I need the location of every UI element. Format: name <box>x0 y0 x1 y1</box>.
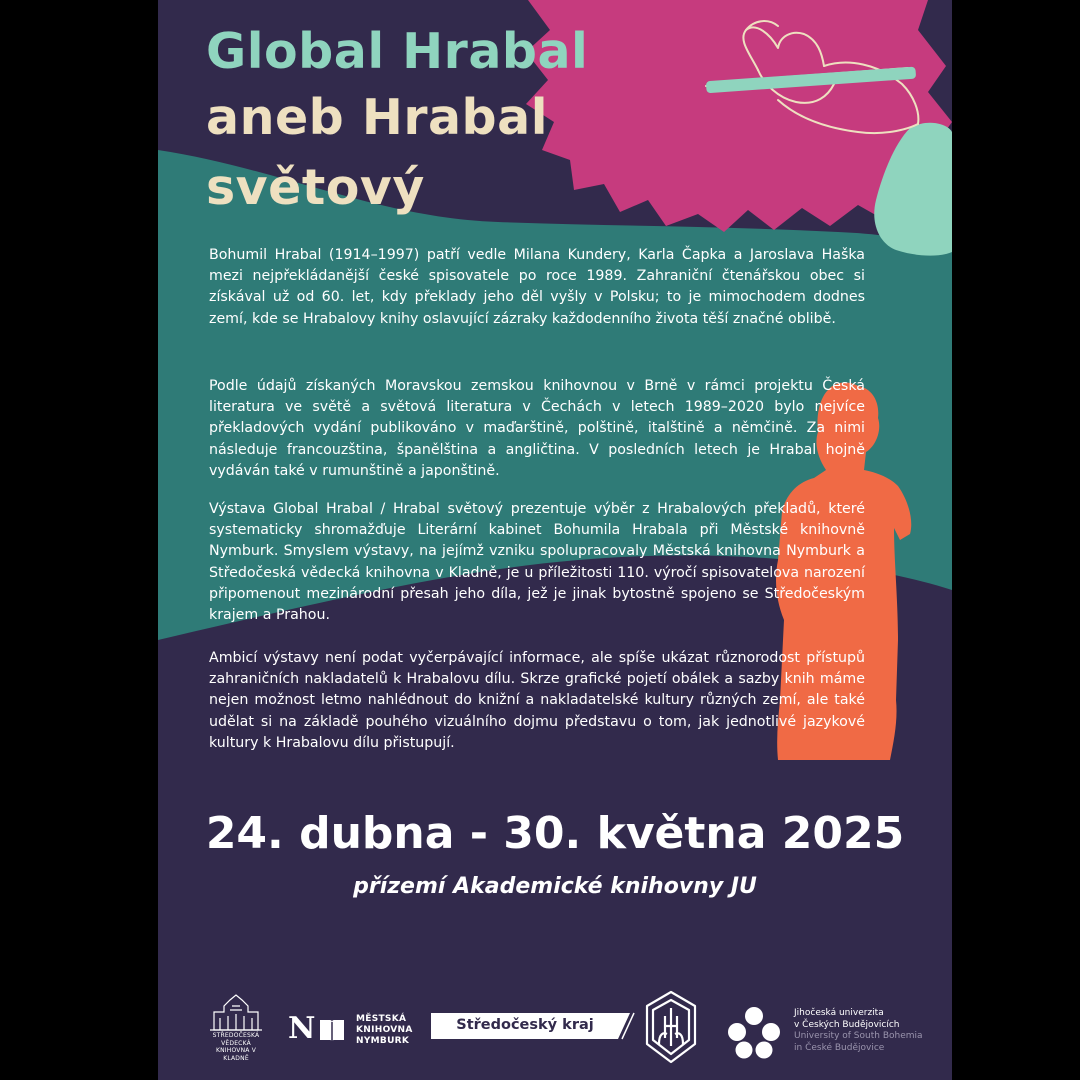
title-line-2: aneb Hrabal <box>206 89 548 146</box>
library-building-icon <box>206 992 266 1032</box>
jcu-dots-icon <box>726 1004 782 1060</box>
stredocesky-kraj-logo <box>430 1010 635 1042</box>
title-line-1: Global Hrabal <box>206 23 589 80</box>
event-dates: 24. dubna - 30. května 2025 <box>205 808 905 859</box>
mestska-knihovna-nymburk-logo <box>288 1010 418 1050</box>
mkn-letter-mark: N <box>288 1011 316 1046</box>
crest-logo <box>643 990 699 1064</box>
svk-kladno-logo <box>206 992 266 1068</box>
jcu-line-2: v Českých Budějovicích <box>794 1019 900 1030</box>
event-venue: přízemí Akademické knihovny JU <box>353 874 757 899</box>
kraj-logo-text: Středočeský kraj <box>456 1017 594 1033</box>
jcu-logo <box>726 1004 952 1062</box>
book-icon <box>318 1018 346 1042</box>
title-line-3: světový <box>206 159 425 216</box>
paragraph-ambition: Ambicí výstavy není podat vyčerpávající informace, ale spíše ukázat různorodost přístupů zahraničních nakladatelů k Hrabalovu dílu. Skrze grafické pojetí obálek a sazby knih máme nejen možnost letmo nahlédnout do knižní a nakladatelské kultury různých zemí, ale také udělat si na základě pouhého vizuálního dojmu představu o tom, jak jednotlivé jazykové kultury k Hrabalovu dílu přistupují. <box>209 650 865 751</box>
crest-icon <box>643 990 699 1064</box>
jcu-line-1: Jihočeská univerzita <box>794 1008 884 1018</box>
paragraph-translations: Podle údajů získaných Moravskou zemskou knihovnou v Brně v rámci projektu Česká literatura ve světě a světová literatura v Čechách v letech 1989–2020 bylo nejvíce překladových vydání publikováno v maďarštině, polštině, italštině a němčině. Za nimi následuje francouzština, španělština a angličtina. V posledních letech je Hrabal hojně vydáván také v rumunštině a japonštině. <box>209 378 865 479</box>
mkn-line-2: KNIHOVNA <box>356 1025 413 1035</box>
paragraph-intro: Bohumil Hrabal (1914–1997) patří vedle Milana Kundery, Karla Čapka a Jaroslava Haška mezi nejpřekládanější české spisovatele po roce 1989. Zahraniční čtenářskou obec si získával už od 60. let, kdy překlady jeho děl vyšly v Polsku; to je mimochodem dodnes zemí, kde se Hrabalovy knihy oslavující zázraky každodenního života těší značné oblibě. <box>209 247 865 327</box>
exhibition-poster <box>158 0 952 1080</box>
jcu-line-4: in České Budějovice <box>794 1042 885 1053</box>
mkn-line-3: NYMBURK <box>356 1036 410 1046</box>
mkn-line-1: MĚSTSKÁ <box>356 1014 407 1024</box>
jcu-logo-text <box>794 1008 923 1054</box>
svk-logo-text: STŘEDOČESKÁ VĚDECKÁ KNIHOVNA V KLADNĚ <box>212 1032 260 1062</box>
paragraph-exhibition: Výstava Global Hrabal / Hrabal světový prezentuje výběr z Hrabalových překladů, které systematicky shromažďuje Literární kabinet Bohumila Hrabala při Městské knihovně Nymburk. Smyslem výstavy, na jejímž vzniku spolupracovaly Městská knihovna Nymburk a Středočeská vědecká knihovna v Kladně, je u příležitosti 110. výročí spisovatelova narození připomenout mezinárodní přesah jeho díla, jež je jinak bytostně spojeno se Středočeským krajem a Prahou. <box>209 501 865 624</box>
mkn-logo-text <box>356 1014 413 1047</box>
jcu-line-3: University of South Bohemia <box>794 1031 923 1041</box>
